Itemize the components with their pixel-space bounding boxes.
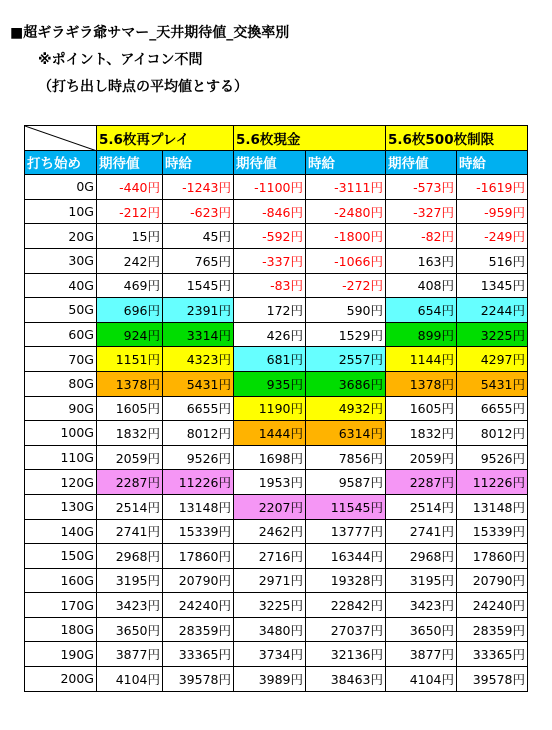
cell-expected-value: 2968円 (97, 544, 163, 569)
cell-expected-value: 426円 (234, 322, 306, 347)
row-label-games: 110G (25, 445, 97, 470)
cell-hourly-wage: 8012円 (457, 421, 528, 446)
cell-hourly-wage: 5431円 (163, 371, 234, 396)
cell-expected-value: 1190円 (234, 396, 306, 421)
cell-hourly-wage: 28359円 (163, 617, 234, 642)
cell-hourly-wage: 4323円 (163, 347, 234, 372)
cell-expected-value: 163円 (386, 248, 457, 273)
cell-hourly-wage: 33365円 (163, 642, 234, 667)
cell-expected-value: 1151円 (97, 347, 163, 372)
row-label-games: 140G (25, 519, 97, 544)
cell-expected-value: 1832円 (97, 421, 163, 446)
cell-hourly-wage: -959円 (457, 199, 528, 224)
cell-hourly-wage: 6314円 (306, 421, 386, 446)
cell-expected-value: 3480円 (234, 617, 306, 642)
table-row (25, 421, 528, 446)
cell-expected-value: 2741円 (386, 519, 457, 544)
cell-expected-value: 2287円 (386, 470, 457, 495)
cell-expected-value: 1444円 (234, 421, 306, 446)
cell-expected-value: 1605円 (97, 396, 163, 421)
row-label-games: 100G (25, 421, 97, 446)
cell-hourly-wage: -3111円 (306, 175, 386, 200)
table-row (25, 470, 528, 495)
cell-hourly-wage: 2391円 (163, 298, 234, 323)
cell-expected-value: 1378円 (97, 371, 163, 396)
cell-hourly-wage: 1529円 (306, 322, 386, 347)
cell-expected-value: 2971円 (234, 568, 306, 593)
cell-hourly-wage: 4297円 (457, 347, 528, 372)
cell-hourly-wage: 4932円 (306, 396, 386, 421)
table-row (25, 347, 528, 372)
cell-hourly-wage: 2557円 (306, 347, 386, 372)
cell-expected-value: -83円 (234, 273, 306, 298)
cell-expected-value: 2514円 (386, 494, 457, 519)
cell-hourly-wage: 11545円 (306, 494, 386, 519)
table-row (25, 568, 528, 593)
cell-expected-value: 2716円 (234, 544, 306, 569)
cell-hourly-wage: 765円 (163, 248, 234, 273)
cell-expected-value: 2968円 (386, 544, 457, 569)
cell-hourly-wage: 32136円 (306, 642, 386, 667)
table-row (25, 494, 528, 519)
cell-hourly-wage: 13148円 (163, 494, 234, 519)
row-label-games: 190G (25, 642, 97, 667)
cell-hourly-wage: 15339円 (163, 519, 234, 544)
table-row (25, 544, 528, 569)
diagonal-line-icon (25, 126, 97, 150)
table-row (25, 273, 528, 298)
cell-hourly-wage: 17860円 (163, 544, 234, 569)
cell-hourly-wage: 28359円 (457, 617, 528, 642)
cell-hourly-wage: 3314円 (163, 322, 234, 347)
row-label-games: 150G (25, 544, 97, 569)
group-header-row (25, 126, 528, 151)
cell-expected-value: 2059円 (97, 445, 163, 470)
table-row (25, 667, 528, 692)
row-label-games: 120G (25, 470, 97, 495)
cell-hourly-wage: -1800円 (306, 224, 386, 249)
cell-hourly-wage: 39578円 (457, 667, 528, 692)
cell-hourly-wage: 38463円 (306, 667, 386, 692)
cell-expected-value: 2741円 (97, 519, 163, 544)
cell-expected-value: 1144円 (386, 347, 457, 372)
table-row (25, 175, 528, 200)
table-row (25, 642, 528, 667)
cell-hourly-wage: 16344円 (306, 544, 386, 569)
cell-expected-value: -592円 (234, 224, 306, 249)
row-label-games: 0G (25, 175, 97, 200)
cell-hourly-wage: -2480円 (306, 199, 386, 224)
cell-hourly-wage: -623円 (163, 199, 234, 224)
cell-expected-value: -1100円 (234, 175, 306, 200)
row-label-games: 10G (25, 199, 97, 224)
cell-expected-value: 3195円 (386, 568, 457, 593)
col-header-expected: 期待値 (97, 150, 163, 175)
cell-expected-value: 924円 (97, 322, 163, 347)
cell-hourly-wage: 516円 (457, 248, 528, 273)
cell-expected-value: 1832円 (386, 421, 457, 446)
cell-hourly-wage: 1345円 (457, 273, 528, 298)
table-row (25, 224, 528, 249)
cell-hourly-wage: 20790円 (457, 568, 528, 593)
cell-expected-value: 2207円 (234, 494, 306, 519)
row-label-games: 40G (25, 273, 97, 298)
note-line-2: （打ち出し時点の平均値とする） (38, 79, 248, 95)
cell-expected-value: 3195円 (97, 568, 163, 593)
cell-hourly-wage: 8012円 (163, 421, 234, 446)
cell-expected-value: 3734円 (234, 642, 306, 667)
table-row (25, 593, 528, 618)
corner-cell (25, 126, 97, 151)
cell-hourly-wage: 2244円 (457, 298, 528, 323)
cell-hourly-wage: 9526円 (457, 445, 528, 470)
cell-expected-value: -337円 (234, 248, 306, 273)
cell-hourly-wage: 13148円 (457, 494, 528, 519)
cell-hourly-wage: 11226円 (457, 470, 528, 495)
row-header-label: 打ち始め (25, 150, 97, 175)
cell-expected-value: 1698円 (234, 445, 306, 470)
cell-hourly-wage: 6655円 (163, 396, 234, 421)
cell-hourly-wage: 27037円 (306, 617, 386, 642)
table-row (25, 519, 528, 544)
cell-expected-value: 15円 (97, 224, 163, 249)
cell-hourly-wage: 33365円 (457, 642, 528, 667)
cell-expected-value: 3650円 (386, 617, 457, 642)
cell-expected-value: 4104円 (97, 667, 163, 692)
col-header-hourly: 時給 (457, 150, 528, 175)
cell-hourly-wage: 17860円 (457, 544, 528, 569)
cell-expected-value: 1953円 (234, 470, 306, 495)
row-label-games: 30G (25, 248, 97, 273)
cell-expected-value: 3423円 (97, 593, 163, 618)
table-row (25, 322, 528, 347)
table-row (25, 617, 528, 642)
row-label-games: 180G (25, 617, 97, 642)
cell-hourly-wage: -272円 (306, 273, 386, 298)
row-label-games: 170G (25, 593, 97, 618)
group-header-replay: 5.6枚再プレイ (97, 126, 234, 151)
cell-expected-value: 1378円 (386, 371, 457, 396)
cell-hourly-wage: 9526円 (163, 445, 234, 470)
cell-expected-value: 3877円 (386, 642, 457, 667)
note-line-1: ※ポイント、アイコン不問 (38, 52, 203, 68)
cell-expected-value: 408円 (386, 273, 457, 298)
cell-hourly-wage: -1243円 (163, 175, 234, 200)
cell-hourly-wage: 3686円 (306, 371, 386, 396)
cell-hourly-wage: -1066円 (306, 248, 386, 273)
cell-expected-value: -573円 (386, 175, 457, 200)
cell-expected-value: 469円 (97, 273, 163, 298)
cell-hourly-wage: 15339円 (457, 519, 528, 544)
table-row (25, 396, 528, 421)
cell-hourly-wage: 1545円 (163, 273, 234, 298)
row-label-games: 70G (25, 347, 97, 372)
cell-expected-value: 2059円 (386, 445, 457, 470)
cell-hourly-wage: 45円 (163, 224, 234, 249)
cell-expected-value: -440円 (97, 175, 163, 200)
cell-expected-value: 696円 (97, 298, 163, 323)
cell-expected-value: 4104円 (386, 667, 457, 692)
row-label-games: 60G (25, 322, 97, 347)
cell-expected-value: -82円 (386, 224, 457, 249)
cell-expected-value: -846円 (234, 199, 306, 224)
cell-hourly-wage: -249円 (457, 224, 528, 249)
col-header-expected: 期待値 (234, 150, 306, 175)
table-row (25, 298, 528, 323)
cell-hourly-wage: 39578円 (163, 667, 234, 692)
cell-hourly-wage: 24240円 (163, 593, 234, 618)
cell-hourly-wage: 6655円 (457, 396, 528, 421)
row-label-games: 160G (25, 568, 97, 593)
col-header-hourly: 時給 (163, 150, 234, 175)
cell-expected-value: 681円 (234, 347, 306, 372)
row-label-games: 80G (25, 371, 97, 396)
cell-expected-value: 3650円 (97, 617, 163, 642)
row-label-games: 20G (25, 224, 97, 249)
cell-expected-value: 1605円 (386, 396, 457, 421)
row-label-games: 130G (25, 494, 97, 519)
cell-expected-value: -327円 (386, 199, 457, 224)
cell-hourly-wage: 13777円 (306, 519, 386, 544)
table-row (25, 445, 528, 470)
col-header-expected: 期待値 (386, 150, 457, 175)
cell-expected-value: 3877円 (97, 642, 163, 667)
cell-expected-value: 172円 (234, 298, 306, 323)
cell-expected-value: -212円 (97, 199, 163, 224)
cell-expected-value: 654円 (386, 298, 457, 323)
cell-hourly-wage: 7856円 (306, 445, 386, 470)
cell-hourly-wage: 590円 (306, 298, 386, 323)
cell-hourly-wage: 19328円 (306, 568, 386, 593)
cell-hourly-wage: 22842円 (306, 593, 386, 618)
cell-expected-value: 899円 (386, 322, 457, 347)
cell-expected-value: 935円 (234, 371, 306, 396)
cell-expected-value: 3423円 (386, 593, 457, 618)
page-title: ■超ギラギラ爺サマー_天井期待値_交換率別 (10, 25, 290, 41)
cell-hourly-wage: 3225円 (457, 322, 528, 347)
cell-expected-value: 242円 (97, 248, 163, 273)
cell-hourly-wage: 11226円 (163, 470, 234, 495)
cell-expected-value: 2462円 (234, 519, 306, 544)
cell-hourly-wage: 24240円 (457, 593, 528, 618)
row-label-games: 200G (25, 667, 97, 692)
table-row (25, 199, 528, 224)
expected-value-table (24, 125, 528, 692)
cell-hourly-wage: 20790円 (163, 568, 234, 593)
cell-expected-value: 2514円 (97, 494, 163, 519)
col-header-hourly: 時給 (306, 150, 386, 175)
row-label-games: 90G (25, 396, 97, 421)
table-row (25, 371, 528, 396)
table-row (25, 248, 528, 273)
column-header-row (25, 150, 528, 175)
group-header-limit: 5.6枚500枚制限 (386, 126, 528, 151)
cell-expected-value: 2287円 (97, 470, 163, 495)
cell-hourly-wage: 9587円 (306, 470, 386, 495)
group-header-cash: 5.6枚現金 (234, 126, 386, 151)
cell-expected-value: 3225円 (234, 593, 306, 618)
cell-hourly-wage: -1619円 (457, 175, 528, 200)
cell-hourly-wage: 5431円 (457, 371, 528, 396)
row-label-games: 50G (25, 298, 97, 323)
cell-expected-value: 3989円 (234, 667, 306, 692)
